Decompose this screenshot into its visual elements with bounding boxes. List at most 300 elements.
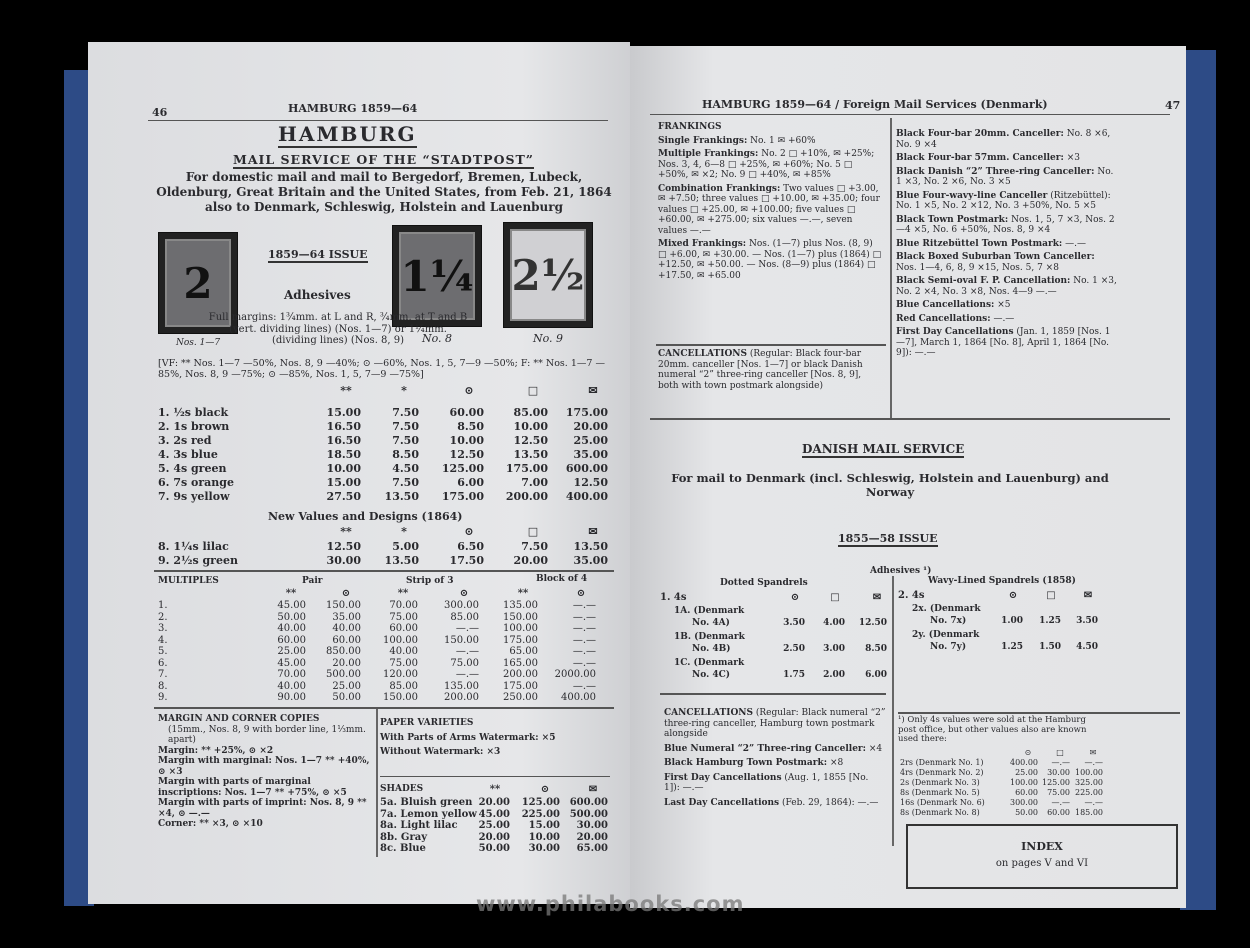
table-row bbox=[156, 462, 611, 476]
column-header: ** bbox=[285, 588, 297, 599]
shade-label: 7a. Lemon yellow bbox=[380, 808, 477, 820]
price-cell: —.— bbox=[572, 611, 596, 623]
column-headers bbox=[898, 590, 1180, 602]
price-cell: 6.00 bbox=[865, 670, 887, 680]
price-cell: 400.00 bbox=[561, 692, 596, 703]
price-cell: 50.00 bbox=[1015, 808, 1038, 817]
list-entry bbox=[896, 215, 1118, 236]
price-cell: 20.00 bbox=[332, 657, 361, 669]
shade-label: 8c. Blue bbox=[380, 843, 426, 854]
margin-copy-line: Margin with parts of imprint: Nos. 8, 9 ** ×4, ⊙ —.— bbox=[158, 798, 367, 819]
page-title: HAMBURG bbox=[278, 122, 417, 146]
price-cell: —.— bbox=[572, 646, 596, 657]
entry-text: (Aug. 1, 1855 [No. 1]): —.— bbox=[664, 772, 869, 793]
column-header: ⊙ bbox=[1008, 590, 1018, 601]
price-cell: 50.00 bbox=[332, 692, 361, 703]
row-label: No. 4B) bbox=[692, 644, 731, 654]
entry-head: Single Frankings: bbox=[658, 135, 748, 146]
column-header: ✉ bbox=[588, 384, 598, 397]
price-cell: 125.00 bbox=[1042, 778, 1070, 787]
price-cell: 45.00 bbox=[277, 600, 306, 611]
table-row bbox=[156, 692, 611, 704]
table-row bbox=[898, 778, 1180, 788]
price-cell: 300.00 bbox=[444, 600, 479, 611]
price-cell: 400.00 bbox=[1010, 758, 1038, 767]
price-cell: 850.00 bbox=[326, 646, 361, 657]
multiples-title: MULTIPLES bbox=[158, 576, 219, 586]
entry-head: Black Danish “2” Three-ring Canceller: bbox=[896, 166, 1095, 177]
column-header: ⊙ bbox=[790, 592, 800, 603]
margin-copy-line: Corner: ** ×3, ⊙ ×10 bbox=[158, 819, 263, 829]
stamp-caption: No. 8 bbox=[421, 332, 453, 345]
stamp-label: 1. ½s black bbox=[158, 406, 229, 419]
entry-head: Blue Ritzebüttel Town Postmark: bbox=[896, 238, 1063, 249]
footnote-text: ¹) Only 4s values were sold at the Hamburg post office, but other values also are known used there: bbox=[898, 715, 1087, 744]
subtitle: MAIL SERVICE OF THE “STADTPOST” bbox=[233, 152, 534, 167]
entry-head: Blue Numeral “2” Three-ring Canceller: bbox=[664, 743, 866, 754]
price-cell: 8.50 bbox=[865, 644, 887, 654]
stamp-label: 7. 9s yellow bbox=[158, 490, 230, 503]
price-cell: 600.00 bbox=[565, 462, 608, 475]
entry-head: First Day Cancellations bbox=[896, 327, 1014, 337]
list-entry bbox=[664, 773, 886, 794]
cancellation-list bbox=[896, 126, 1118, 359]
row-label: 16s (Denmark No. 6) bbox=[900, 798, 985, 807]
section-title: MARGIN AND CORNER COPIES bbox=[158, 714, 320, 724]
price-cell: 7.50 bbox=[392, 420, 419, 433]
price-cell: 40.00 bbox=[332, 623, 361, 634]
price-cell: 40.00 bbox=[389, 646, 418, 657]
row-number: 1. bbox=[158, 600, 168, 611]
price-cell: 12.50 bbox=[326, 540, 361, 553]
row-label: 2x. (Denmark bbox=[912, 604, 981, 614]
price-cell: 70.00 bbox=[389, 600, 418, 611]
entry-head: Black Town Postmark: bbox=[896, 214, 1009, 225]
price-cell: 225.00 bbox=[1075, 788, 1103, 797]
variety-line: Without Watermark: ×3 bbox=[380, 747, 501, 757]
price-cell: 17.50 bbox=[449, 554, 484, 567]
entry-head: Combination Frankings: bbox=[658, 183, 781, 194]
shade-label: 8a. Light lilac bbox=[380, 820, 458, 831]
price-cell: 3.50 bbox=[1076, 616, 1098, 626]
list-entry bbox=[896, 153, 1118, 164]
list-entry bbox=[896, 191, 1118, 212]
price-cell: 300.00 bbox=[1010, 798, 1038, 807]
entry-text: ×5 bbox=[997, 300, 1011, 310]
column-header: ** bbox=[340, 525, 352, 538]
price-cell: —.— bbox=[1051, 758, 1070, 767]
price-cell: 30.00 bbox=[1047, 768, 1070, 777]
row-number: 3. bbox=[158, 623, 168, 634]
entry-text: No. 1 ✉ +60% bbox=[750, 135, 816, 146]
row-number: 7. bbox=[158, 669, 168, 680]
entry-text: No. 1 ×3, No. 2 ×6, No. 3 ×5 bbox=[896, 166, 1114, 187]
page-number: 47 bbox=[1165, 99, 1181, 112]
table-row bbox=[156, 681, 611, 693]
group-block-of-4: Block of 4 bbox=[536, 574, 588, 584]
shade-label: 8b. Gray bbox=[380, 831, 428, 843]
price-cell: 12.50 bbox=[573, 476, 608, 489]
dotted-spandrels-table bbox=[660, 578, 888, 690]
list-entry bbox=[658, 149, 884, 181]
list-entry bbox=[658, 239, 884, 281]
list-entry bbox=[896, 239, 1118, 250]
row-number: 6. bbox=[158, 657, 168, 669]
table-row bbox=[156, 406, 611, 420]
column-header: ✉ bbox=[1089, 748, 1097, 757]
price-cell: 35.00 bbox=[573, 554, 608, 567]
price-cell: 150.00 bbox=[503, 611, 538, 623]
entry-text: (Ritzebüttel): No. 1 ×5, No. 2 ×12, No. 3 +50%, No. 5 ×5 bbox=[896, 190, 1111, 211]
price-cell: 60.00 bbox=[277, 634, 306, 646]
price-cell: 75.00 bbox=[450, 657, 479, 669]
column-header: * bbox=[401, 384, 407, 397]
entry-text: —.— bbox=[993, 313, 1015, 324]
list-entry bbox=[896, 129, 1118, 150]
price-cell: 10.00 bbox=[449, 434, 484, 447]
row-number: 5. bbox=[158, 646, 168, 657]
table-row bbox=[156, 448, 611, 462]
danish-description: For mail to Denmark (incl. Schleswig, Holstein and Lauenburg) and Norway bbox=[671, 471, 1109, 499]
entry-head: Last Day Cancellations bbox=[664, 797, 780, 808]
column-header: ⊙ bbox=[540, 784, 550, 795]
new-values-heading: New Values and Designs (1864) bbox=[268, 510, 463, 523]
table-row bbox=[898, 798, 1180, 808]
row-label: 1A. (Denmark bbox=[674, 606, 745, 616]
entry-head: Multiple Frankings: bbox=[658, 149, 759, 159]
price-cell: —.— bbox=[572, 680, 596, 692]
column-header: * bbox=[401, 525, 407, 538]
row-label: 2y. (Denmark bbox=[912, 630, 980, 640]
entry-text: Nos. 1, 5, 7 ×3, Nos. 2—4 ×5, No. 6 +50%, Nos. 8, 9 ×4 bbox=[896, 214, 1115, 235]
price-cell: 20.00 bbox=[573, 420, 608, 433]
price-cell: —.— bbox=[572, 600, 596, 611]
price-cell: 20.00 bbox=[478, 797, 510, 808]
row-number: 4. bbox=[158, 634, 168, 646]
entry-head: Black Four-bar 57mm. Canceller: bbox=[896, 153, 1064, 163]
row-label: No. 4A) bbox=[692, 618, 730, 628]
entry-text: (Jan. 1, 1859 [Nos. 1—7], March 1, 1864 [No. 8], April 1, 1864 [No. 9]): —.— bbox=[896, 327, 1111, 358]
row-label: 8s (Denmark No. 5) bbox=[900, 788, 980, 797]
stamp-label: 6. 7s orange bbox=[158, 476, 234, 489]
column-header: ⊙ bbox=[341, 588, 351, 599]
price-cell: 16.50 bbox=[326, 420, 361, 433]
price-cell: 135.00 bbox=[503, 600, 538, 611]
price-cell: 40.00 bbox=[277, 623, 306, 634]
table-row bbox=[156, 612, 611, 624]
price-cell: 85.00 bbox=[450, 611, 479, 623]
price-cell: 325.00 bbox=[1075, 778, 1103, 787]
column-header: ** bbox=[340, 384, 352, 397]
stamp-label: 3. 2s red bbox=[158, 434, 212, 447]
description: For domestic mail and mail to Bergedorf, Bremen, Lubeck, Oldenburg, Great Britain and the United States, from Feb. 21, 1864 also to Denmark, Schleswig, Holstein and Lauenburg bbox=[156, 170, 612, 214]
entry-head: Black Four-bar 20mm. Canceller: bbox=[896, 129, 1064, 139]
price-cell: 225.00 bbox=[521, 808, 560, 820]
column-headers bbox=[898, 748, 1180, 758]
price-cell: 150.00 bbox=[326, 600, 361, 611]
list-entry bbox=[896, 314, 1118, 325]
price-cell: 20.00 bbox=[478, 831, 510, 843]
issue-title: 1855—58 ISSUE bbox=[838, 532, 938, 545]
table-row bbox=[380, 843, 610, 855]
stamp-label: 4. 3s blue bbox=[158, 448, 218, 461]
entry-text: ×3 bbox=[1066, 153, 1080, 163]
row-number: 9. bbox=[158, 692, 168, 703]
price-cell: 70.00 bbox=[277, 669, 306, 680]
table-row bbox=[156, 554, 611, 568]
column-header: ** bbox=[397, 588, 409, 599]
table-row bbox=[156, 623, 611, 635]
left-page bbox=[88, 42, 630, 904]
footnote-table bbox=[898, 716, 1180, 826]
price-cell: 4.50 bbox=[1076, 642, 1098, 652]
stamp-label: 9. 2½s green bbox=[158, 554, 238, 567]
price-cell: —.— bbox=[455, 623, 479, 634]
table-row bbox=[380, 797, 610, 809]
price-cell: 30.00 bbox=[528, 843, 560, 854]
price-cell: 75.00 bbox=[389, 657, 418, 669]
stamp-caption: No. 9 bbox=[532, 332, 564, 345]
price-cell: 200.00 bbox=[503, 669, 538, 680]
entry-head: Black Boxed Suburban Town Canceller: bbox=[896, 252, 1095, 262]
section-title: CANCELLATIONS bbox=[664, 708, 754, 718]
price-cell: 125.00 bbox=[521, 797, 560, 808]
price-cell: 50.00 bbox=[277, 611, 306, 623]
row-label: 8s (Denmark No. 8) bbox=[900, 808, 980, 817]
column-header: ⊙ bbox=[576, 588, 586, 599]
table-row bbox=[380, 820, 610, 832]
price-cell: 15.00 bbox=[326, 476, 361, 489]
price-cell: 120.00 bbox=[383, 669, 418, 680]
price-cell: 27.50 bbox=[326, 490, 361, 503]
column-header: □ bbox=[527, 384, 539, 397]
price-cell: 8.50 bbox=[392, 448, 419, 461]
price-cell: 6.50 bbox=[457, 540, 484, 553]
price-cell: 25.00 bbox=[332, 680, 361, 692]
table-row bbox=[898, 808, 1180, 818]
margins-note: Full margins: 1¾mm. at L and R, ¾mm. at T and B (vert. dividing lines) (Nos. 1—7) or 1¼mm. (dividing lines) (Nos. 8, 9) bbox=[208, 312, 468, 346]
price-cell: 10.00 bbox=[326, 462, 361, 475]
entry-text: Two values □ +3.00, ✉ +7.50; three values □ +10.00, ✉ +35.00; four values □ +25.00, ✉ +100.00; five values □ +60.00, ✉ +275.00; six values —.—, seven values —.— bbox=[658, 183, 880, 236]
table-row bbox=[156, 476, 611, 490]
price-cell: 60.00 bbox=[389, 623, 418, 634]
price-cell: 90.00 bbox=[277, 692, 306, 703]
margin-copies-section bbox=[158, 714, 370, 830]
price-cell: 16.50 bbox=[326, 434, 361, 447]
price-cell: 175.00 bbox=[441, 490, 484, 503]
price-cell: 35.00 bbox=[573, 448, 608, 461]
price-cell: 60.00 bbox=[332, 634, 361, 646]
price-cell: 2.00 bbox=[823, 670, 845, 680]
list-entry bbox=[896, 252, 1118, 273]
section-title: SHADES bbox=[380, 784, 424, 794]
column-headers bbox=[156, 588, 611, 600]
issue-label: 1. 4s bbox=[660, 592, 687, 603]
entry-head: Black Hamburg Town Postmark: bbox=[664, 758, 828, 768]
price-cell: 7.50 bbox=[392, 476, 419, 489]
price-cell: 125.00 bbox=[441, 462, 484, 475]
price-cell: —.— bbox=[455, 646, 479, 657]
stamp-image-no-8: 1¼ bbox=[392, 225, 482, 327]
column-header: ⊙ bbox=[459, 588, 469, 599]
price-cell: 8.50 bbox=[457, 420, 484, 433]
price-cell: 40.00 bbox=[277, 680, 306, 692]
entry-text: Nos. 1—4, 6, 8, 9 ×15, Nos. 5, 7 ×8 bbox=[896, 262, 1059, 273]
price-cell: 175.00 bbox=[505, 462, 548, 475]
price-cell: 65.00 bbox=[576, 843, 608, 854]
price-cell: —.— bbox=[572, 634, 596, 646]
price-cell: —.— bbox=[1084, 758, 1103, 767]
index-box bbox=[906, 824, 1178, 889]
table-row bbox=[156, 420, 611, 434]
column-header: ⊙ bbox=[464, 384, 474, 397]
paper-varieties-section bbox=[380, 718, 610, 758]
price-table bbox=[156, 384, 611, 504]
price-cell: 75.00 bbox=[1047, 788, 1070, 797]
column-headers bbox=[660, 592, 888, 604]
stamp-label: 8. 1¼s lilac bbox=[158, 540, 229, 553]
shades-table bbox=[380, 780, 610, 855]
table-row bbox=[898, 788, 1180, 798]
row-label: No. 4C) bbox=[692, 670, 731, 680]
price-cell: 1.50 bbox=[1039, 642, 1061, 652]
entry-text: (Feb. 29, 1864): —.— bbox=[782, 797, 879, 808]
price-cell: 25.00 bbox=[478, 820, 510, 831]
price-cell: 35.00 bbox=[332, 611, 361, 623]
price-cell: 1.00 bbox=[1001, 616, 1023, 626]
price-cell: 30.00 bbox=[576, 820, 608, 831]
price-cell: 3.00 bbox=[823, 644, 845, 654]
list-entry bbox=[658, 136, 884, 147]
price-cell: 175.00 bbox=[503, 634, 538, 646]
price-cell: 13.50 bbox=[573, 540, 608, 553]
price-cell: 600.00 bbox=[569, 797, 608, 808]
cancel-text: (Regular: Black numeral “2” three-ring canceller, Hamburg town postmark alongside bbox=[664, 708, 886, 739]
price-cell: 85.00 bbox=[513, 406, 548, 419]
table-title: Wavy-Lined Spandrels (1858) bbox=[928, 576, 1076, 586]
right-page bbox=[630, 46, 1186, 908]
price-cell: 7.50 bbox=[521, 540, 548, 553]
entry-text: No. 8 ×6, No. 9 ×4 bbox=[896, 129, 1111, 150]
price-cell: 12.50 bbox=[858, 618, 887, 628]
price-cell: 13.50 bbox=[384, 554, 419, 567]
price-cell: 65.00 bbox=[509, 646, 538, 657]
table-row bbox=[156, 490, 611, 504]
row-label: 1B. (Denmark bbox=[674, 632, 745, 642]
price-cell: 7.50 bbox=[392, 406, 419, 419]
table-row bbox=[156, 434, 611, 448]
price-cell: 1.25 bbox=[1001, 642, 1023, 652]
cancel-text: (Regular: Black four-bar 20mm. canceller [Nos. 1—7] or black Danish numeral “2” three-ring canceller [Nos. 8, 9], both with town postmark alongside) bbox=[658, 349, 863, 391]
price-cell: 2000.00 bbox=[554, 669, 596, 680]
price-cell: —.— bbox=[572, 657, 596, 669]
stamp-caption: Nos. 1—7 bbox=[175, 338, 221, 348]
multiples-table bbox=[156, 572, 611, 707]
entry-text: —.— bbox=[1065, 238, 1086, 249]
adhesives-heading: Adhesives bbox=[284, 288, 351, 302]
price-cell: 7.00 bbox=[521, 476, 548, 489]
column-header: □ bbox=[1046, 590, 1056, 601]
column-header: ** bbox=[489, 784, 501, 795]
column-header: □ bbox=[527, 525, 539, 538]
price-cell: 500.00 bbox=[326, 669, 361, 680]
column-header: □ bbox=[830, 592, 840, 603]
price-cell: 3.50 bbox=[783, 618, 805, 628]
price-cell: 175.00 bbox=[565, 406, 608, 419]
list-entry bbox=[664, 744, 886, 755]
cancellations-section-2 bbox=[664, 708, 886, 808]
frankings-section bbox=[658, 122, 884, 281]
variety-line: With Parts of Arms Watermark: ×5 bbox=[380, 732, 556, 743]
wavy-spandrels-table bbox=[898, 576, 1180, 661]
price-cell: 10.00 bbox=[528, 831, 560, 843]
price-cell: 1.75 bbox=[783, 670, 805, 680]
entry-head: First Day Cancellations bbox=[664, 772, 782, 783]
index-text: on pages V and VI bbox=[995, 858, 1089, 869]
table-row bbox=[898, 758, 1180, 768]
price-cell: 100.00 bbox=[1075, 768, 1103, 777]
group-strip-of-3: Strip of 3 bbox=[406, 576, 454, 586]
watermark: www.philabooks.com bbox=[476, 892, 745, 916]
price-cell: 250.00 bbox=[503, 692, 538, 703]
entry-text: No. 2 □ +10%, ✉ +25%; Nos. 3, 4, 6—8 □ +25%, ✉ +60%; No. 5 □ +50%, ✉ ×2; No. 9 □ +40%, ✉ +85% bbox=[658, 149, 875, 180]
column-header: □ bbox=[1056, 748, 1064, 757]
column-headers bbox=[380, 784, 610, 796]
column-headers bbox=[156, 384, 611, 398]
table-row bbox=[156, 600, 611, 612]
table-row bbox=[380, 809, 610, 821]
column-header: ✉ bbox=[1083, 590, 1093, 601]
price-cell: 7.50 bbox=[392, 434, 419, 447]
price-cell: 60.00 bbox=[1047, 808, 1070, 817]
stamp-image-no-9: 2½ bbox=[503, 222, 593, 328]
row-label: 2s (Denmark No. 3) bbox=[900, 778, 980, 787]
price-cell: 75.00 bbox=[389, 611, 418, 623]
margin-copy-line: Margin with parts of marginal inscriptions: Nos. 1—7 ** +75%, ⊙ ×5 bbox=[158, 777, 347, 798]
price-cell: 18.50 bbox=[326, 448, 361, 461]
price-cell: 4.00 bbox=[823, 618, 845, 628]
table-row bbox=[156, 540, 611, 554]
danish-title: DANISH MAIL SERVICE bbox=[802, 442, 965, 456]
column-header: ✉ bbox=[588, 525, 598, 538]
price-cell: 200.00 bbox=[505, 490, 548, 503]
list-entry bbox=[896, 300, 1118, 311]
column-header: ** bbox=[517, 588, 529, 599]
price-cell: 1.25 bbox=[1039, 616, 1061, 626]
list-entry bbox=[664, 798, 886, 809]
column-header: ✉ bbox=[872, 592, 882, 603]
price-cell: 150.00 bbox=[444, 634, 479, 646]
price-cell: 25.00 bbox=[573, 434, 608, 447]
price-cell: —.— bbox=[1084, 798, 1103, 807]
table-row bbox=[156, 646, 611, 658]
price-cell: 150.00 bbox=[383, 692, 418, 703]
column-header: ✉ bbox=[588, 784, 598, 795]
page-number: 46 bbox=[152, 106, 168, 119]
price-cell: 100.00 bbox=[503, 623, 538, 634]
price-cell: 185.00 bbox=[1075, 808, 1103, 817]
price-cell: 400.00 bbox=[565, 490, 608, 503]
price-cell: 30.00 bbox=[326, 554, 361, 567]
price-cell: 25.00 bbox=[277, 646, 306, 657]
price-cell: 175.00 bbox=[503, 680, 538, 692]
price-cell: 85.00 bbox=[389, 680, 418, 692]
price-cell: 12.50 bbox=[513, 434, 548, 447]
list-entry bbox=[896, 327, 1118, 359]
section-title: FRANKINGS bbox=[658, 122, 722, 132]
row-number: 8. bbox=[158, 680, 168, 692]
entry-head: Mixed Frankings: bbox=[658, 239, 747, 249]
